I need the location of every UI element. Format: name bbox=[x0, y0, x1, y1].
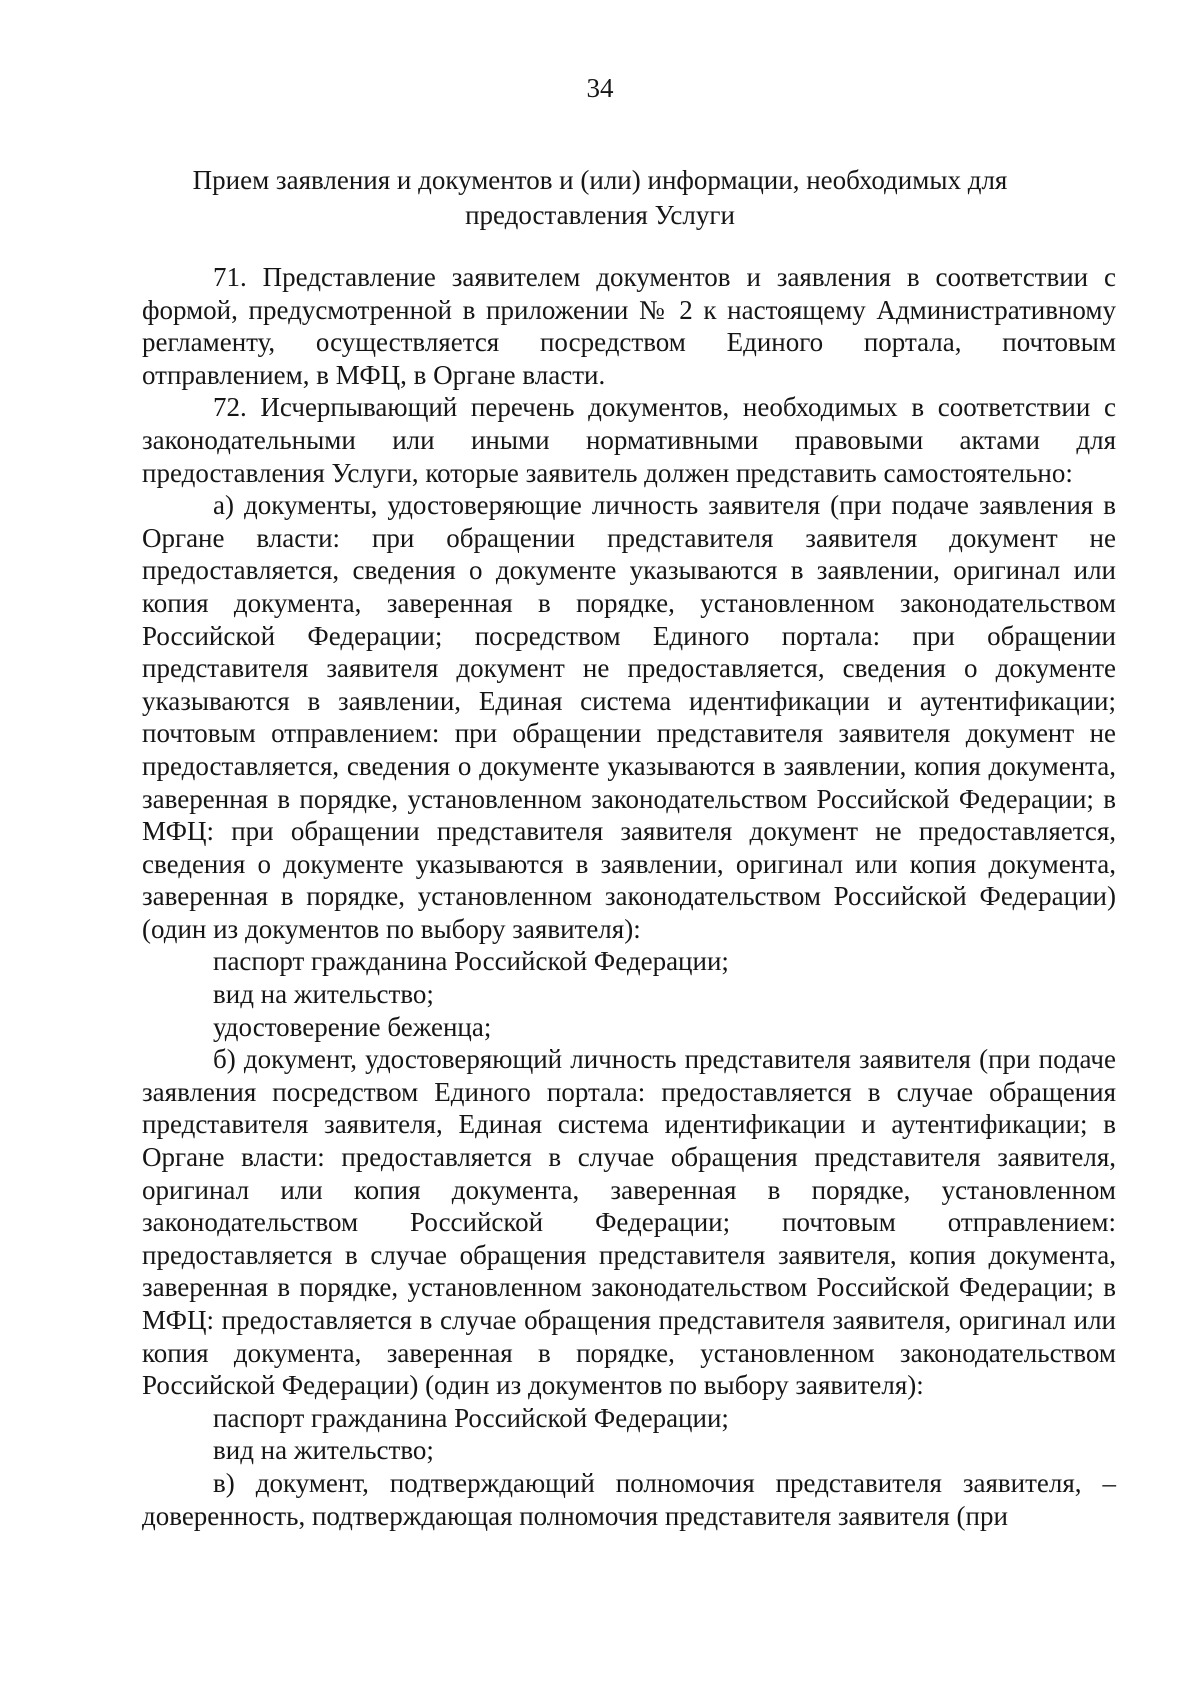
list-item-b-residence-permit: вид на жительство; bbox=[213, 1435, 434, 1466]
paragraph-72: 72. Исчерпывающий перечень документов, необходимых в соответствии с законодательными или иными нормативными правовыми актами для предоставления Услуги, которые заявитель должен представить самостоятельно: bbox=[142, 392, 1116, 488]
section-heading-line-2: предоставления Услуги bbox=[465, 200, 735, 230]
list-item-a-passport: паспорт гражданина Российской Федерации; bbox=[213, 946, 729, 977]
paragraph-71: 71. Представление заявителем документов и заявления в соответствии с формой, предусмотренной в приложении № 2 к настоящему Административному регламенту, осуществляется посредством Единого портала, почтовым отправлением, в МФЦ, в Органе власти. bbox=[142, 262, 1116, 390]
paragraph-72-v: в) документ, подтверждающий полномочия представителя заявителя, – доверенность, подтверждающая полномочия представителя заявителя (при bbox=[142, 1467, 1116, 1531]
paragraph-72-b: б) документ, удостоверяющий личность представителя заявителя (при подаче заявления посредством Единого портала: предоставляется в случае обращения представителя заявителя, Единая система идентификации и аутентификации; в Органе власти: предоставляется в случае обращения представителя заявителя, оригинал или копия документа, заверенная в порядке, установленном законодательством Российской Федерации; почтовым отправлением: предоставляется в случае обращения представителя заявителя, копия документа, заверенная в порядке, установленном законодательством Российской Федерации; в МФЦ: предоставляется в случае обращения представителя заявителя, оригинал или копия документа, заверенная в порядке, установленном законодательством Российской Федерации) (один из документов по выбору заявителя): bbox=[142, 1044, 1116, 1401]
list-item-a-refugee-certificate: удостоверение беженца; bbox=[213, 1011, 492, 1042]
section-heading bbox=[120, 163, 1080, 233]
page-number: 34 bbox=[586, 73, 614, 103]
list-item-b-passport: паспорт гражданина Российской Федерации; bbox=[213, 1402, 729, 1433]
list-item-a-residence-permit: вид на жительство; bbox=[213, 979, 434, 1010]
document-body bbox=[142, 261, 1116, 1532]
section-heading-line-1: Прием заявления и документов и (или) информации, необходимых для bbox=[192, 165, 1008, 195]
paragraph-72-a: а) документы, удостоверяющие личность заявителя (при подаче заявления в Органе власти: при обращении представителя заявителя документ не предоставляется, сведения о документе указываются в заявлении, оригинал или копия документа, заверенная в порядке, установленном законодательством Российской Федерации; посредством Единого портала: при обращении представителя заявителя документ не предоставляется, сведения о документе указываются в заявлении, Единая система идентификации и аутентификации; почтовым отправлением: при обращении представителя заявителя документ не предоставляется, сведения о документе указываются в заявлении, копия документа, заверенная в порядке, установленном законодательством Российской Федерации; в МФЦ: при обращении представителя заявителя документ не предоставляется, сведения о документе указываются в заявлении, оригинал или копия документа, заверенная в порядке, установленном законодательством Российской Федерации) (один из документов по выбору заявителя): bbox=[142, 490, 1116, 944]
